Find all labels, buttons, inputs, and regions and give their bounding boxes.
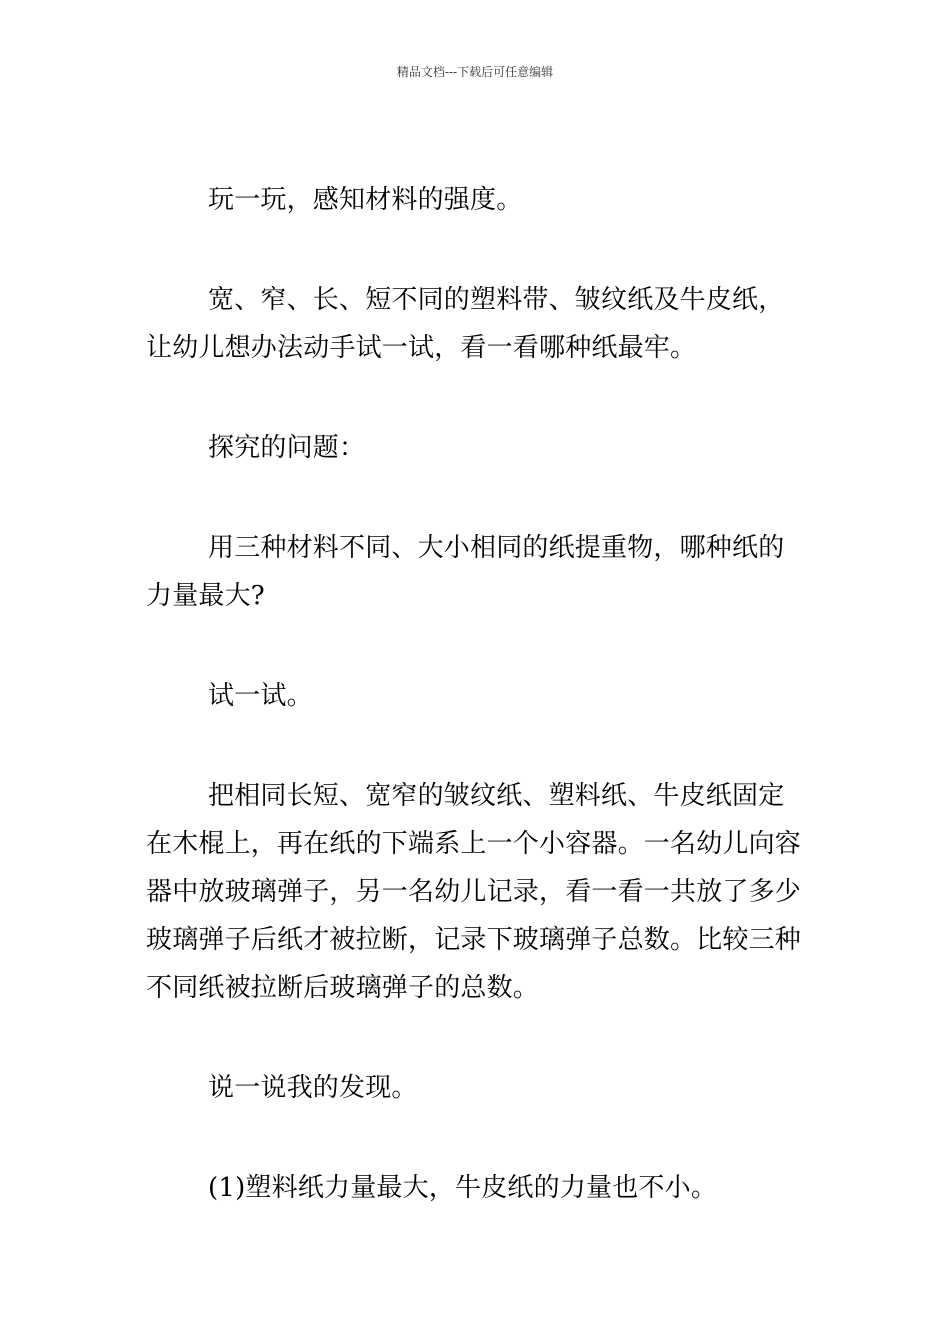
paragraph-play: 玩一玩，感知材料的强度。 (208, 185, 523, 215)
paragraph-try-heading: 试一试。 (208, 681, 313, 711)
page-header: 精品文档---下载后可任意编辑 (396, 65, 554, 79)
paragraph-finding-1: (1)塑料纸力量最大，牛皮纸的力量也不小。 (208, 1173, 718, 1203)
paragraph-findings-heading: 说一说我的发现。 (208, 1073, 418, 1103)
paragraph-materials: 宽、窄、长、短不同的塑料带、皱纹纸及牛皮纸，让幼儿想办法动手试一试，看一看哪种纸最牢。 (146, 285, 785, 363)
document-body (146, 176, 810, 1212)
paragraph-question: 用三种材料不同、大小相同的纸提重物，哪种纸的力量最大? (146, 533, 785, 611)
paragraph-question-heading: 探究的问题： (208, 433, 366, 463)
paragraph-procedure: 把相同长短、宽窄的皱纹纸、塑料纸、牛皮纸固定在木棍上，再在纸的下端系上一个小容器。一名幼儿向容器中放玻璃弹子，另一名幼儿记录，看一看一共放了多少玻璃弹子后纸才被拉断，记录下玻璃弹子总数。比较三种不同纸被拉断后玻璃弹子的总数。 (146, 781, 802, 1003)
